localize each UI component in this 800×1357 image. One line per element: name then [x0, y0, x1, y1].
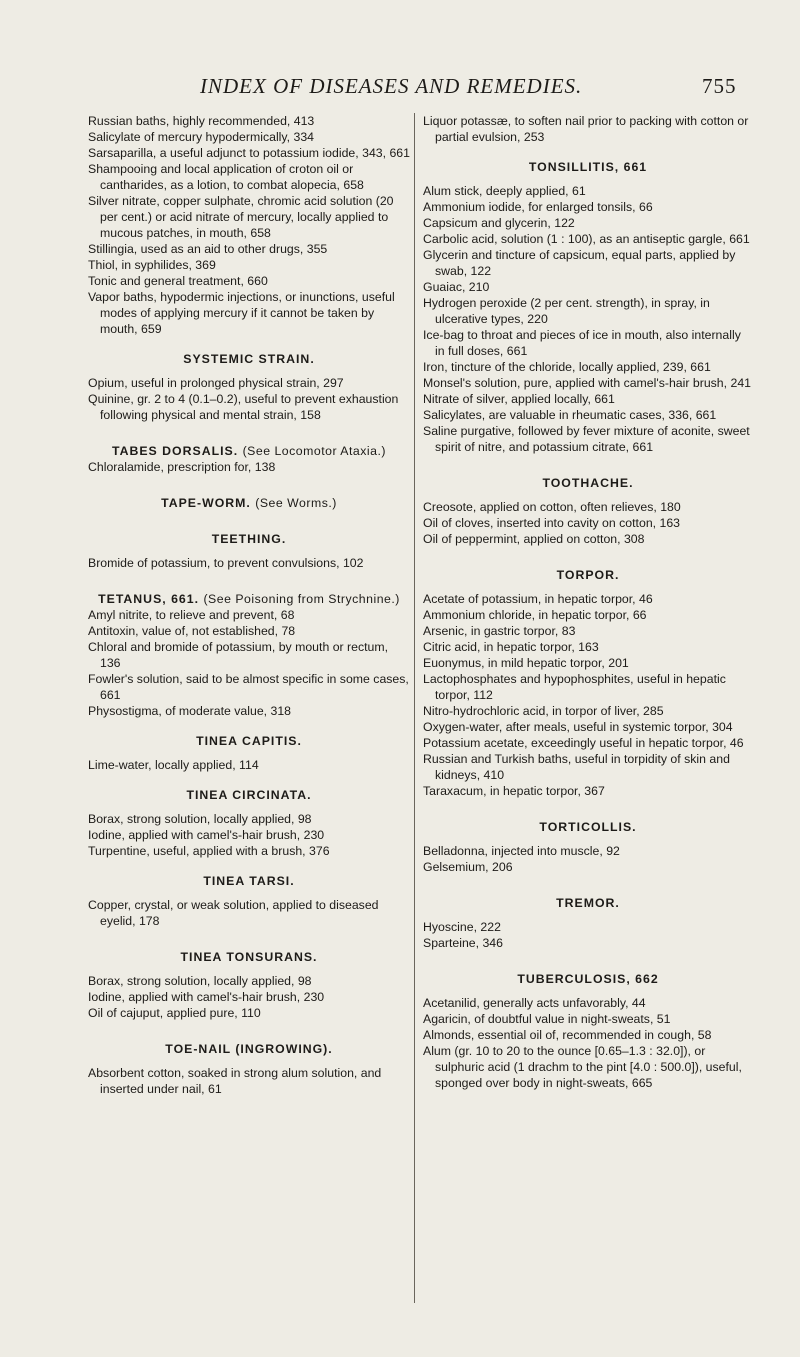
section-heading: TEETHING.	[211, 532, 287, 546]
section-heading: TOE-NAIL (INGROWING).	[165, 1042, 333, 1056]
section-heading: SYSTEMIC STRAIN.	[183, 352, 315, 366]
index-entry: Borax, strong solution, locally applied, 98	[88, 812, 312, 826]
index-entry: Potassium acetate, exceedingly useful in hepatic torpor, 46	[423, 736, 744, 750]
index-entry: Opium, useful in prolonged physical strain, 297	[88, 376, 344, 390]
section-heading: TOOTHACHE.	[542, 476, 634, 490]
index-entry: Stillingia, used as an aid to other drugs, 355	[88, 242, 328, 256]
heading-text: TABES DORSALIS.	[112, 444, 239, 458]
section-heading: TONSILLITIS, 661	[528, 160, 648, 174]
index-entry: Shampooing and local application of croton oil or cantharides, as a lotion, to combat alopecia, 658	[88, 162, 364, 192]
section-heading: TORTICOLLIS.	[539, 820, 637, 834]
index-entry: Sarsaparilla, a useful adjunct to potassium iodide, 343, 661	[88, 146, 410, 160]
index-entry: Antitoxin, value of, not established, 78	[88, 624, 296, 638]
index-entry: Creosote, applied on cotton, often relieves, 180	[423, 500, 681, 514]
index-entry: Saline purgative, followed by fever mixture of aconite, sweet spirit of nitre, and potassium citrate, 661	[423, 424, 750, 454]
index-entry: Agaricin, of doubtful value in night-sweats, 51	[423, 1012, 671, 1026]
index-entry: Citric acid, in hepatic torpor, 163	[423, 640, 599, 654]
index-entry: Ice-bag to throat and pieces of ice in mouth, also internally in full doses, 661	[423, 328, 741, 358]
index-entry: Alum (gr. 10 to 20 to the ounce [0.65–1.3 : 32.0]), or sulphuric acid (1 drachm to the pint [4.0 : 500.0]), useful, sponged over body in night-sweats, 665	[423, 1044, 742, 1090]
index-entry: Amyl nitrite, to relieve and prevent, 68	[88, 608, 295, 622]
running-header	[0, 74, 800, 108]
index-entry: Salicylate of mercury hypodermically, 334	[88, 130, 314, 144]
index-entry: Nitro-hydrochloric acid, in torpor of liver, 285	[423, 704, 664, 718]
index-entry: Oil of cajuput, applied pure, 110	[88, 1006, 261, 1020]
section-heading	[88, 591, 410, 607]
index-entry: Acetate of potassium, in hepatic torpor, 46	[423, 592, 653, 606]
index-entry: Glycerin and tincture of capsicum, equal parts, applied by swab, 122	[423, 248, 736, 278]
index-entry: Lime-water, locally applied, 114	[88, 758, 259, 772]
index-entry: Hyoscine, 222	[423, 920, 501, 934]
section-heading	[88, 443, 410, 459]
index-entry: Oil of peppermint, applied on cotton, 308	[423, 532, 645, 546]
cross-reference: (See Poisoning from Strychnine.)	[203, 592, 400, 606]
index-entry: Ammonium chloride, in hepatic torpor, 66	[423, 608, 647, 622]
index-entry: Euonymus, in mild hepatic torpor, 201	[423, 656, 629, 670]
index-entry: Iodine, applied with camel's-hair brush, 230	[88, 828, 325, 842]
index-entry: Tonic and general treatment, 660	[88, 274, 268, 288]
index-entry: Oil of cloves, inserted into cavity on cotton, 163	[423, 516, 681, 530]
index-entry: Thiol, in syphilides, 369	[88, 258, 216, 272]
index-entry: Gelsemium, 206	[423, 860, 513, 874]
index-entry: Capsicum and glycerin, 122	[423, 216, 575, 230]
section-heading: TINEA TARSI.	[203, 874, 295, 888]
index-entry: Silver nitrate, copper sulphate, chromic acid solution (20 per cent.) or acid nitrate of mercury, locally applied to mucous patches, in mouth, 658	[88, 194, 394, 240]
section-heading: TUBERCULOSIS, 662	[517, 972, 659, 986]
right-column	[414, 113, 753, 1303]
cross-reference: (See Locomotor Ataxia.)	[242, 444, 386, 458]
index-entry: Vapor baths, hypodermic injections, or inunctions, useful modes of applying mercury if it cannot be taken by mouth, 659	[88, 290, 395, 336]
index-entry: Turpentine, useful, applied with a brush, 376	[88, 844, 330, 858]
index-entry: Chloral and bromide of potassium, by mouth or rectum, 136	[88, 640, 389, 670]
section-heading: TINEA CIRCINATA.	[186, 788, 312, 802]
index-entry: Oxygen-water, after meals, useful in systemic torpor, 304	[423, 720, 733, 734]
index-entry: Carbolic acid, solution (1 : 100), as an antiseptic gargle, 661	[423, 232, 750, 246]
section-heading	[88, 495, 410, 511]
index-entry: Russian baths, highly recommended, 413	[88, 114, 315, 128]
index-entry: Lactophosphates and hypophosphites, useful in hepatic torpor, 112	[423, 672, 726, 702]
index-entry: Quinine, gr. 2 to 4 (0.1–0.2), useful to prevent exhaustion following physical and mental strain, 158	[88, 392, 399, 422]
index-entry: Liquor potassæ, to soften nail prior to packing with cotton or partial evulsion, 253	[423, 114, 749, 144]
index-entry: Absorbent cotton, soaked in strong alum solution, and inserted under nail, 61	[88, 1066, 382, 1096]
index-entry: Guaiac, 210	[423, 280, 490, 294]
index-entry: Chloralamide, prescription for, 138	[88, 460, 276, 474]
index-entry: Alum stick, deeply applied, 61	[423, 184, 586, 198]
index-entry: Borax, strong solution, locally applied, 98	[88, 974, 312, 988]
index-entry: Taraxacum, in hepatic torpor, 367	[423, 784, 605, 798]
index-entry: Almonds, essential oil of, recommended in cough, 58	[423, 1028, 712, 1042]
page-title: INDEX OF DISEASES AND REMEDIES.	[200, 74, 583, 98]
index-entry: Acetanilid, generally acts unfavorably, 44	[423, 996, 646, 1010]
index-entry: Russian and Turkish baths, useful in torpidity of skin and kidneys, 410	[423, 752, 730, 782]
section-heading: TINEA TONSURANS.	[180, 950, 318, 964]
index-entry: Iodine, applied with camel's-hair brush, 230	[88, 990, 325, 1004]
index-entry: Iron, tincture of the chloride, locally applied, 239, 661	[423, 360, 711, 374]
index-entry: Hydrogen peroxide (2 per cent. strength), in spray, in ulcerative types, 220	[423, 296, 710, 326]
index-entry: Copper, crystal, or weak solution, applied to diseased eyelid, 178	[88, 898, 379, 928]
section-heading: TREMOR.	[556, 896, 620, 910]
left-column	[88, 113, 410, 1097]
cross-reference: (See Worms.)	[255, 496, 337, 510]
index-entry: Monsel's solution, pure, applied with camel's-hair brush, 241	[423, 376, 751, 390]
index-entry: Fowler's solution, said to be almost specific in some cases, 661	[88, 672, 409, 702]
index-entry: Nitrate of silver, applied locally, 661	[423, 392, 615, 406]
heading-text: TETANUS, 661.	[98, 592, 200, 606]
index-entry: Physostigma, of moderate value, 318	[88, 704, 292, 718]
section-heading: TORPOR.	[556, 568, 620, 582]
index-entry: Salicylates, are valuable in rheumatic cases, 336, 661	[423, 408, 717, 422]
index-entry: Bromide of potassium, to prevent convulsions, 102	[88, 556, 364, 570]
index-entry: Ammonium iodide, for enlarged tonsils, 66	[423, 200, 653, 214]
heading-text: TAPE-WORM.	[161, 496, 251, 510]
index-entry: Arsenic, in gastric torpor, 83	[423, 624, 576, 638]
page-number: 755	[702, 74, 737, 98]
index-entry: Belladonna, injected into muscle, 92	[423, 844, 620, 858]
section-heading: TINEA CAPITIS.	[196, 734, 302, 748]
index-entry: Sparteine, 346	[423, 936, 503, 950]
